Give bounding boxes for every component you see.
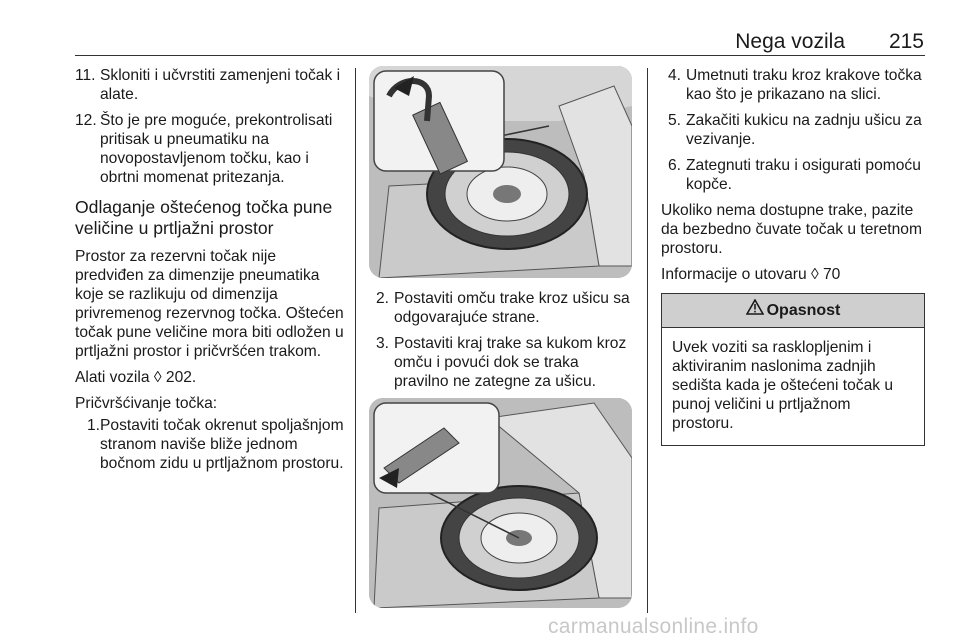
step-text: Zategnuti traku i osigurati pomoću kopče. bbox=[686, 157, 921, 193]
step-5 bbox=[661, 111, 925, 149]
step-text: Postaviti kraj trake sa kukom kroz omču i povući dok se traka pravilno ne zategne za ušicu. bbox=[394, 335, 627, 390]
step-text: Postaviti točak okrenut spoljašnjom stranom naviše bliže jednom bočnom zidu u prtljažnom prostoru. bbox=[100, 417, 344, 472]
trunk-spare-wheel-illustration bbox=[369, 66, 632, 278]
step-text: Skloniti i učvrstiti zamenjeni točak i alate. bbox=[100, 67, 341, 103]
column-divider-1 bbox=[355, 68, 356, 613]
warning-text: Uvek voziti sa rasklopljenim i aktiviranim naslonima zadnjih sedišta kada je oštećeni točak u punoj veličini u prtljažnom prostoru. bbox=[672, 339, 894, 432]
step-number: 1. bbox=[86, 417, 100, 434]
figure-strap-loop bbox=[369, 66, 632, 278]
step-1 bbox=[75, 416, 345, 473]
step-text: Postaviti omču trake kroz ušicu sa odgovarajuće strane. bbox=[394, 290, 630, 326]
step-number: 11. bbox=[75, 67, 96, 84]
step-number: 4. bbox=[667, 67, 681, 84]
column-2 bbox=[369, 66, 634, 608]
fastening-label: Pričvršćivanje točka: bbox=[75, 395, 218, 412]
watermark: carmanualsonline.info bbox=[548, 615, 759, 638]
step-text: Umetnuti traku kroz krakove točka kao što je prikazano na slici. bbox=[686, 67, 922, 103]
warning-triangle-icon bbox=[746, 294, 764, 327]
step-4 bbox=[661, 66, 925, 104]
loading-reference: Informacije o utovaru ◊ 70 bbox=[661, 266, 841, 283]
step-text: Što je pre moguće, prekontrolisati pritisak u pneumatiku na novopostavljenom točku, kao i obrtni momenat pritezanja. bbox=[100, 112, 333, 186]
intro-paragraph: Prostor za rezervni točak nije predviđen za dimenzije pneumatika koje se razlikuju od dimenzija privremenog rezervnog točka. Oštećen točak pune veličine mora biti odložen u prtljažni prostor i pričvršćen trakom. bbox=[75, 248, 344, 360]
header-rule bbox=[75, 55, 925, 56]
step-number: 12. bbox=[75, 112, 97, 129]
header-title: Nega vozila bbox=[735, 30, 845, 53]
step-2 bbox=[369, 289, 634, 327]
step-6 bbox=[661, 156, 925, 194]
tools-reference: Alati vozila ◊ 202. bbox=[75, 369, 197, 386]
column-3 bbox=[661, 66, 925, 446]
warning-header bbox=[662, 294, 924, 328]
column-divider-2 bbox=[647, 68, 648, 613]
page-number: 215 bbox=[888, 30, 924, 53]
step-12 bbox=[75, 111, 345, 187]
section-heading: Odlaganje oštećenog točka pune veličine u prtljažni prostor bbox=[75, 197, 333, 238]
step-3 bbox=[369, 334, 634, 391]
warning-box bbox=[661, 293, 925, 446]
step-number: 5. bbox=[667, 112, 681, 129]
column-1 bbox=[75, 66, 345, 480]
step-number: 3. bbox=[375, 335, 389, 352]
step-text: Zakačiti kukicu na zadnju ušicu za vezivanje. bbox=[686, 112, 922, 148]
step-11 bbox=[75, 66, 345, 104]
figure-strap-hook bbox=[369, 398, 632, 608]
step-number: 6. bbox=[667, 157, 681, 174]
step-number: 2. bbox=[375, 290, 389, 307]
no-strap-paragraph: Ukoliko nema dostupne trake, pazite da bezbedno čuvate točak u teretnom prostoru. bbox=[661, 202, 922, 257]
warning-title: Opasnost bbox=[766, 302, 841, 319]
trunk-strap-hook-illustration bbox=[369, 398, 632, 608]
